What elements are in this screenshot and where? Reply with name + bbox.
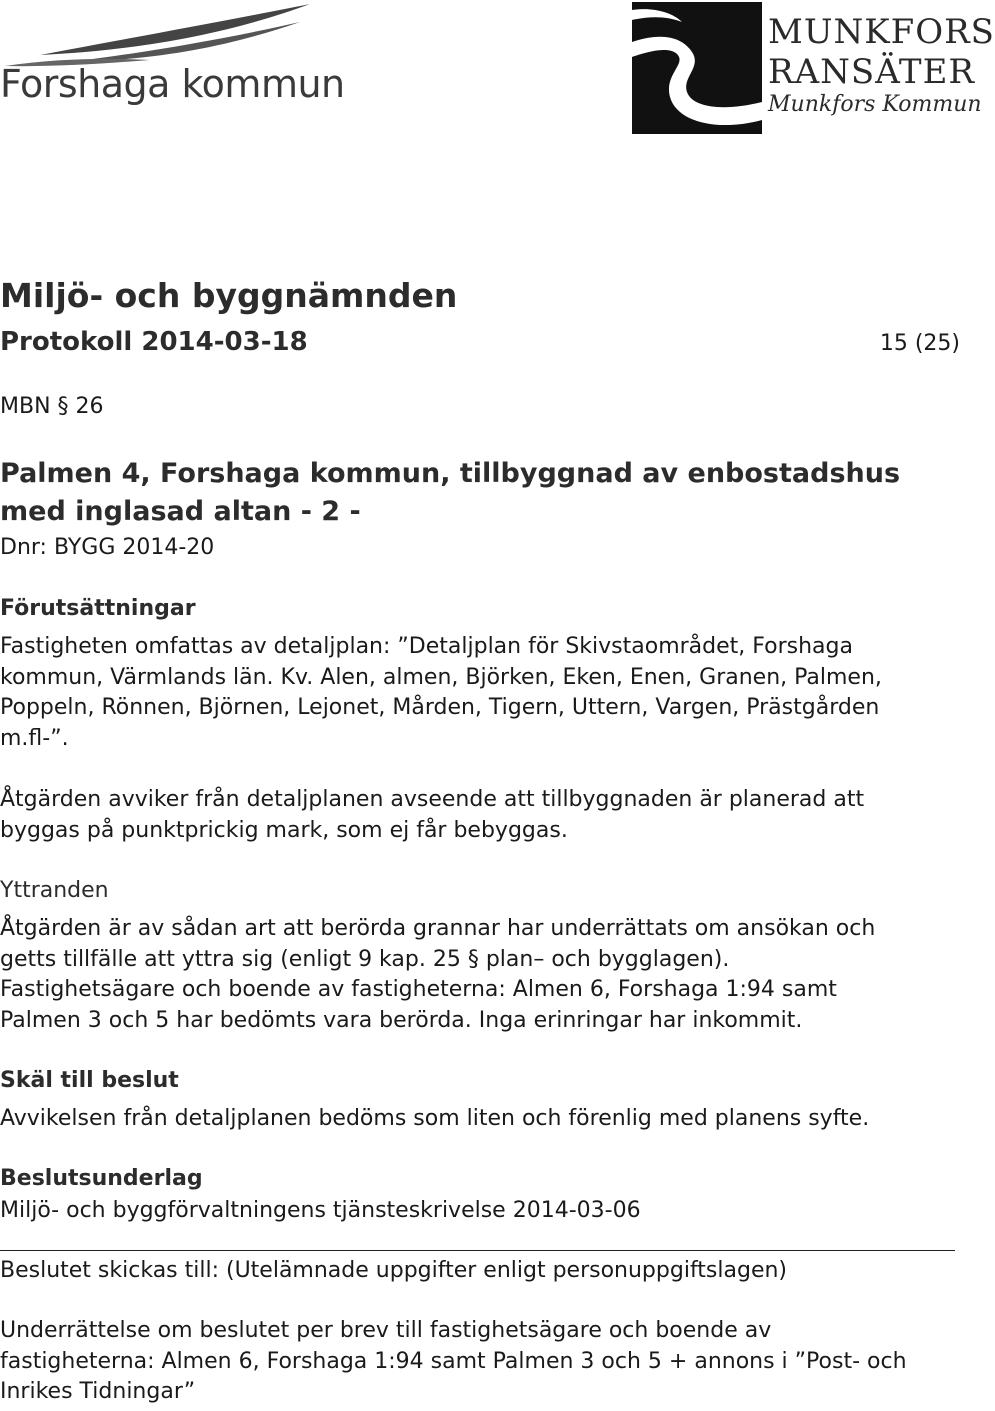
munkfors-logo-line1: MUNKFORS: [768, 12, 995, 52]
heading-beslutsunderlag: Beslutsunderlag: [0, 1166, 203, 1191]
section-number: MBN § 26: [0, 394, 104, 419]
text-line: Inrikes Tidningar”: [0, 1379, 196, 1404]
text-line: Avvikelsen från detaljplanen bedöms som liten och förenlig med planens syfte.: [0, 1106, 870, 1131]
paragraph-skal: [0, 1104, 960, 1135]
munkfors-kommun-logo-line3: Munkfors Kommun: [768, 92, 982, 117]
text-line: fastigheterna: Almen 6, Forshaga 1:94 samt Palmen 3 och 5 + annons i ”Post- och: [0, 1348, 907, 1374]
committee-heading: Miljö- och byggnämnden: [0, 276, 458, 315]
heading-skal-till-beslut: Skäl till beslut: [0, 1068, 179, 1093]
paragraph-yttranden: [0, 914, 960, 1036]
notice-paragraph: [0, 1316, 960, 1408]
separator-line: [0, 1250, 955, 1251]
munkfors-logo: [630, 0, 995, 135]
text-line: Palmen 3 och 5 har bedömts vara berörda. Inga erinringar har inkommit.: [0, 1007, 803, 1033]
paragraph-forutsattningar-1: [0, 632, 960, 754]
bird-wing-logo-icon: [0, 0, 340, 70]
text-line: Poppeln, Rönnen, Björnen, Lejonet, Mården, Tigern, Uttern, Vargen, Prästgården: [0, 695, 880, 720]
forshaga-logo: [0, 0, 345, 120]
heading-yttranden: Yttranden: [0, 878, 109, 903]
case-title: Palmen 4, Forshaga kommun, tillbyggnad av enbostadshus med inglasad altan - 2 -: [0, 458, 901, 527]
text-line: m.fl-”.: [0, 725, 69, 751]
river-logo-icon: [632, 2, 762, 134]
page-number: 15 (25): [879, 331, 960, 356]
text-line: Underrättelse om beslutet per brev till fastighetsägare och boende av: [0, 1318, 772, 1343]
text-line: getts tillfälle att yttra sig (enligt 9 kap. 25 § plan– och bygglagen).: [0, 946, 730, 972]
sent-to-line: [0, 1256, 960, 1287]
text-line: kommun, Värmlands län. Kv. Alen, almen, Björken, Eken, Enen, Granen, Palmen,: [0, 664, 882, 690]
text-line: Miljö- och byggförvaltningens tjänsteskrivelse 2014-03-06: [0, 1198, 641, 1223]
text-line: byggas på punktprickig mark, som ej får bebyggas.: [0, 817, 568, 843]
text-line: Fastigheten omfattas av detaljplan: ”Detaljplan för Skivstaområdet, Forshaga: [0, 634, 853, 659]
text-line: Åtgärden är av sådan art att berörda grannar har underrättats om ansökan och: [0, 916, 876, 941]
forshaga-logo-text: Forshaga kommun: [0, 62, 345, 106]
paragraph-underlag: [0, 1196, 960, 1227]
text-line: Beslutet skickas till: (Utelämnade uppgifter enligt personuppgiftslagen): [0, 1258, 788, 1283]
heading-forutsattningar: Förutsättningar: [0, 596, 196, 621]
protocol-heading: Protokoll 2014-03-18: [0, 327, 308, 357]
text-line: Åtgärden avviker från detaljplanen avseende att tillbyggnaden är planerad att: [0, 787, 865, 812]
case-reference: Dnr: BYGG 2014-20: [0, 535, 215, 560]
ransater-logo-line2: RANSÄTER: [768, 52, 975, 92]
paragraph-forutsattningar-2: [0, 785, 960, 846]
text-line: Fastighetsägare och boende av fastigheterna: Almen 6, Forshaga 1:94 samt: [0, 977, 837, 1002]
